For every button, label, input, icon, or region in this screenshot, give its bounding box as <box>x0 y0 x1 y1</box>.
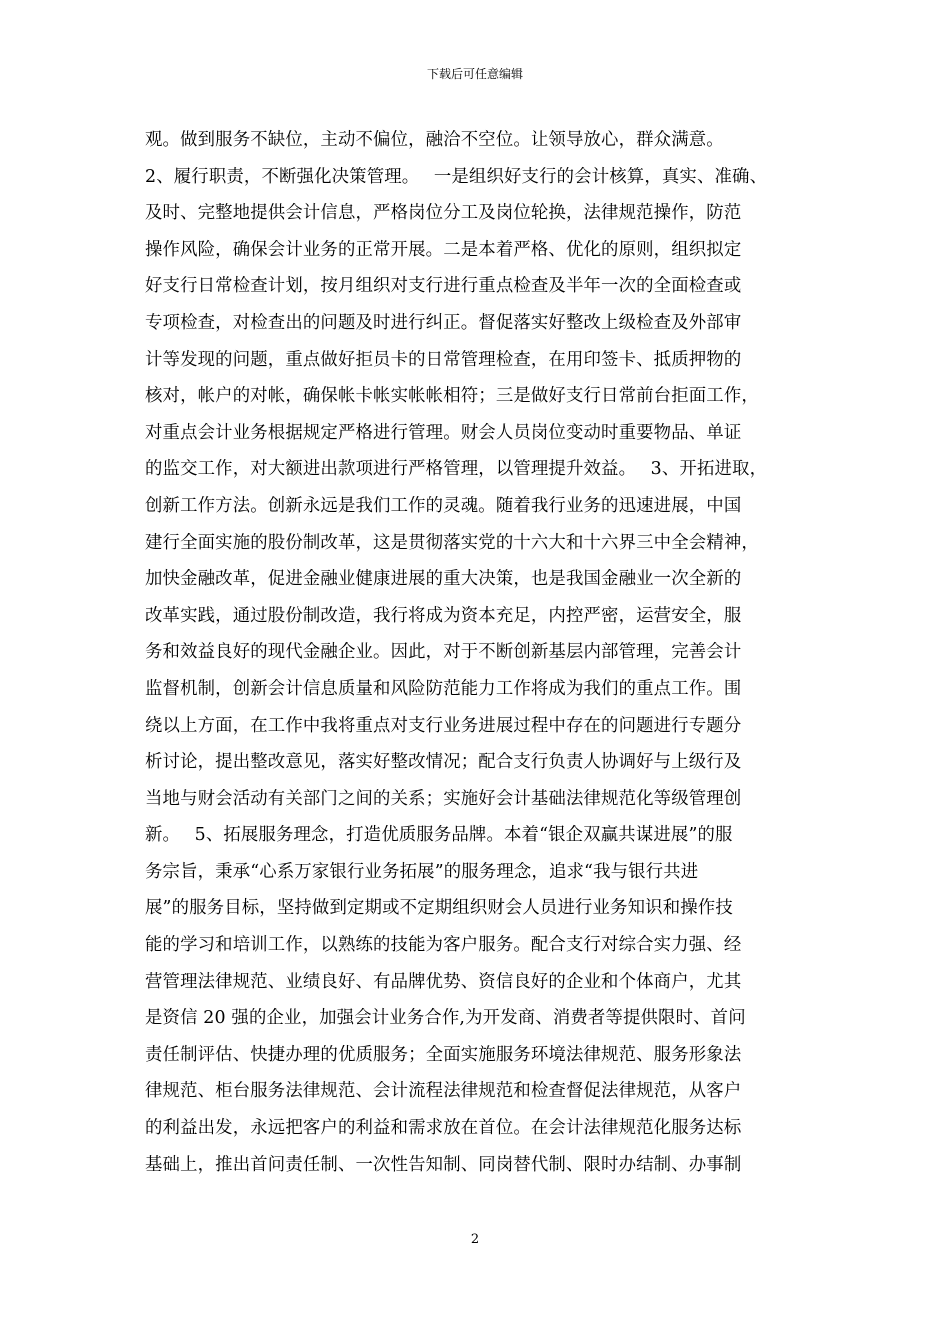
text-line: 对重点会计业务根据规定严格进行管理。财会人员岗位变动时重要物品、单证 <box>145 422 742 443</box>
text-line: 建行全面实施的股份制改革，这是贯彻落实党的十六大和十六界三中全会精神， <box>145 532 759 553</box>
text-line: 营管理法律规范、业绩良好、有品牌优势、资信良好的企业和个体商户，尤其 <box>145 971 742 992</box>
text-line: 务宗旨，秉承“心系万家银行业务拓展”的服务理念，追求“我与银行共进 <box>145 861 699 882</box>
body-text <box>145 122 809 1183</box>
text-line: 及时、完整地提供会计信息，严格岗位分工及岗位轮换，法律规范操作，防范 <box>145 203 742 224</box>
text-line: 计等发现的问题，重点做好拒员卡的日常管理检查，在用印签卡、抵质押物的 <box>145 349 742 370</box>
text-line: 责任制评估、快捷办理的优质服务；全面实施服务环境法律规范、服务形象法 <box>145 1044 742 1065</box>
text-line: 操作风险，确保会计业务的正常开展。二是本着严格、优化的原则，组织拟定 <box>145 239 742 260</box>
text-line: 观。做到服务不缺位，主动不偏位，融洽不空位。让领导放心，群众满意。 <box>145 130 724 150</box>
text-line: 展”的服务目标，坚持做到定期或不定期组织财会人员进行业务知识和操作技 <box>145 898 733 919</box>
text-line: 绕以上方面，在工作中我将重点对支行业务进展过程中存在的问题进行专题分 <box>145 715 742 736</box>
text-line: 基础上，推出首问责任制、一次性告知制、同岗替代制、限时办结制、办事制 <box>145 1154 742 1175</box>
text-line: 监督机制，创新会计信息质量和风险防范能力工作将成为我们的重点工作。围 <box>145 678 742 699</box>
text-line: 好支行日常检查计划，按月组织对支行进行重点检查及半年一次的全面检查或 <box>145 276 742 297</box>
text-line: 核对，帐户的对帐，确保帐卡帐实帐帐相符；三是做好支行日常前台拒面工作， <box>145 386 759 407</box>
text-line: 当地与财会活动有关部门之间的关系；实施好会计基础法律规范化等级管理创 <box>145 788 742 809</box>
text-line: 加快金融改革，促进金融业健康进展的重大决策，也是我国金融业一次全新的 <box>145 569 742 590</box>
text-line: 的利益出发，永远把客户的利益和需求放在首位。在会计法律规范化服务达标 <box>145 1118 742 1139</box>
text-line: 专项检查，对检查出的问题及时进行纠正。督促落实好整改上级检查及外部审 <box>145 312 742 333</box>
text-line: 改革实践，通过股份制改造，我行将成为资本充足，内控严密，运营安全，服 <box>145 605 742 626</box>
text-line: 能的学习和培训工作，以熟练的技能为客户服务。配合支行对综合实力强、经 <box>145 935 742 956</box>
text-line: 创新工作方法。创新永远是我们工作的灵魂。随着我行业务的迅速进展，中国 <box>145 495 742 516</box>
text-line: 是资信 20 强的企业，加强会计业务合作,为开发商、消费者等提供限时、首问 <box>145 1008 746 1029</box>
text-line: 律规范、柜台服务法律规范、会计流程法律规范和检查督促法律规范，从客户 <box>145 1081 742 1102</box>
text-line: 的监交工作，对大额进出款项进行严格管理，以管理提升效益。 3、开拓进取， <box>145 459 768 480</box>
page-number: 2 <box>470 1232 480 1247</box>
text-line: 析讨论，提出整改意见，落实好整改情况；配合支行负责人协调好与上级行及 <box>145 752 742 773</box>
page-header: 下载后可任意编辑 <box>426 67 523 81</box>
text-line: 2、履行职责，不断强化决策管理。 一是组织好支行的会计核算，真实、准确、 <box>145 166 768 187</box>
text-line: 新。 5、拓展服务理念，打造优质服务品牌。本着“银企双赢共谋进展”的服 <box>145 825 733 846</box>
text-line: 务和效益良好的现代金融企业。因此，对于不断创新基层内部管理，完善会计 <box>145 642 742 663</box>
